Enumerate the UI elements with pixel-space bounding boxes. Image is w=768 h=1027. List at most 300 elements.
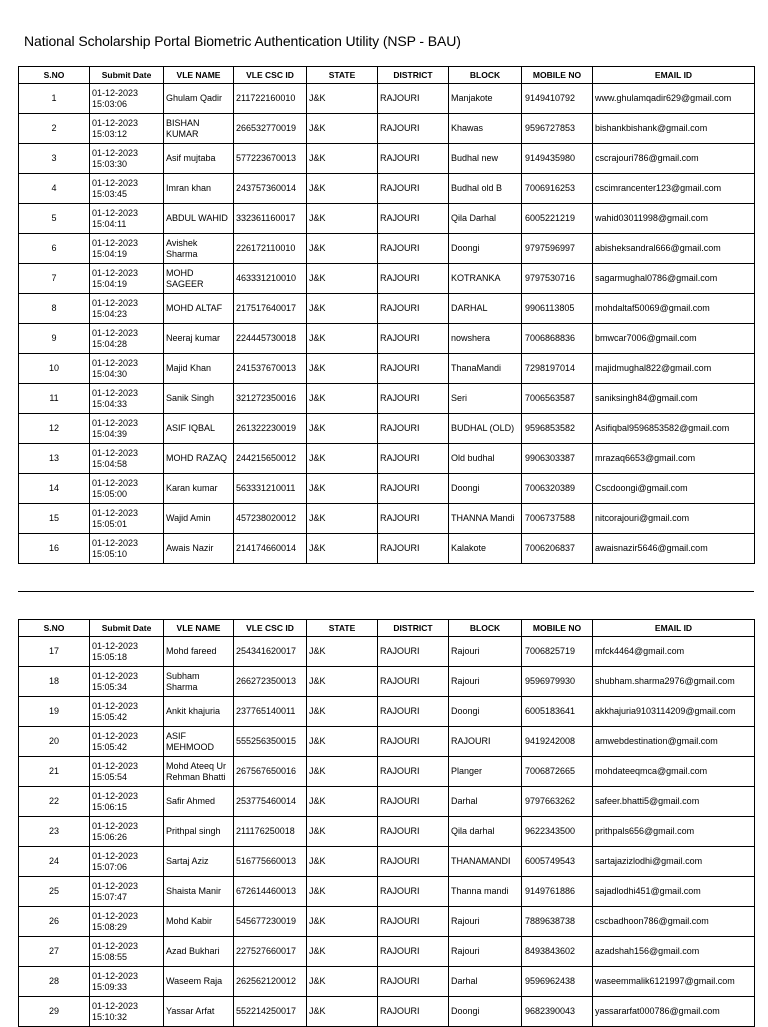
cell-district: RAJOURI <box>378 294 449 324</box>
cell-submit-date: 01-12-2023 15:09:33 <box>90 967 164 997</box>
cell-block: Kalakote <box>449 534 522 564</box>
cell-district: RAJOURI <box>378 697 449 727</box>
cell-submit-date: 01-12-2023 15:04:58 <box>90 444 164 474</box>
table-row <box>19 997 755 1027</box>
cell-submit-date: 01-12-2023 15:06:15 <box>90 787 164 817</box>
cell-block: Darhal <box>449 787 522 817</box>
cell-submit-date: 01-12-2023 15:04:39 <box>90 414 164 444</box>
column-header-sno: S.NO <box>19 67 90 84</box>
table-row <box>19 667 755 697</box>
cell-vle-csc-id: 214174660014 <box>234 534 307 564</box>
cell-email-id: sajadlodhi451@gmail.com <box>593 877 755 907</box>
cell-submit-date: 01-12-2023 15:05:18 <box>90 637 164 667</box>
cell-vle-csc-id: 217517640017 <box>234 294 307 324</box>
cell-district: RAJOURI <box>378 174 449 204</box>
cell-vle-csc-id: 555256350015 <box>234 727 307 757</box>
vle-table-2 <box>18 619 755 1027</box>
cell-vle-csc-id: 332361160017 <box>234 204 307 234</box>
cell-vle-csc-id: 516775660013 <box>234 847 307 877</box>
cell-vle-csc-id: 261322230019 <box>234 414 307 444</box>
cell-state: J&K <box>307 204 378 234</box>
cell-email-id: mfck4464@gmail.com <box>593 637 755 667</box>
cell-vle-csc-id: 241537670013 <box>234 354 307 384</box>
cell-state: J&K <box>307 727 378 757</box>
cell-email-id: cscbadhoon786@gmail.com <box>593 907 755 937</box>
cell-email-id: sartajazizlodhi@gmail.com <box>593 847 755 877</box>
table-row <box>19 534 755 564</box>
cell-vle-name: MOHD ALTAF <box>164 294 234 324</box>
cell-submit-date: 01-12-2023 15:05:34 <box>90 667 164 697</box>
cell-submit-date: 01-12-2023 15:04:33 <box>90 384 164 414</box>
cell-state: J&K <box>307 997 378 1027</box>
cell-block: THANAMANDI <box>449 847 522 877</box>
cell-mobile-no: 6005183641 <box>522 697 593 727</box>
cell-district: RAJOURI <box>378 847 449 877</box>
cell-state: J&K <box>307 114 378 144</box>
cell-district: RAJOURI <box>378 414 449 444</box>
cell-vle-name: Imran khan <box>164 174 234 204</box>
cell-mobile-no: 7006206837 <box>522 534 593 564</box>
cell-district: RAJOURI <box>378 444 449 474</box>
cell-block: Budhal old B <box>449 174 522 204</box>
cell-block: Darhal <box>449 967 522 997</box>
header-row <box>19 67 755 84</box>
cell-sno: 15 <box>19 504 90 534</box>
cell-email-id: safeer.bhatti5@gmail.com <box>593 787 755 817</box>
cell-state: J&K <box>307 144 378 174</box>
cell-email-id: awaisnazir5646@gmail.com <box>593 534 755 564</box>
cell-vle-name: Yassar Arfat <box>164 997 234 1027</box>
cell-vle-name: ABDUL WAHID <box>164 204 234 234</box>
column-header-vle-csc-id: VLE CSC ID <box>234 620 307 637</box>
cell-email-id: nitcorajouri@gmail.com <box>593 504 755 534</box>
cell-sno: 16 <box>19 534 90 564</box>
column-header-district: DISTRICT <box>378 67 449 84</box>
cell-vle-name: Mohd Ateeq Ur Rehman Bhatti <box>164 757 234 787</box>
cell-block: Qila darhal <box>449 817 522 847</box>
column-header-vle-name: VLE NAME <box>164 620 234 637</box>
column-header-block: BLOCK <box>449 67 522 84</box>
cell-state: J&K <box>307 234 378 264</box>
cell-mobile-no: 9622343500 <box>522 817 593 847</box>
cell-block: DARHAL <box>449 294 522 324</box>
cell-block: Rajouri <box>449 907 522 937</box>
cell-district: RAJOURI <box>378 967 449 997</box>
cell-email-id: Cscdoongi@gmail.com <box>593 474 755 504</box>
cell-sno: 13 <box>19 444 90 474</box>
cell-sno: 17 <box>19 637 90 667</box>
cell-mobile-no: 7006868836 <box>522 324 593 354</box>
cell-mobile-no: 9149410792 <box>522 84 593 114</box>
table-row <box>19 174 755 204</box>
cell-sno: 24 <box>19 847 90 877</box>
cell-block: RAJOURI <box>449 727 522 757</box>
column-header-submit-date: Submit Date <box>90 67 164 84</box>
cell-vle-csc-id: 254341620017 <box>234 637 307 667</box>
cell-sno: 6 <box>19 234 90 264</box>
cell-email-id: prithpals656@gmail.com <box>593 817 755 847</box>
cell-submit-date: 01-12-2023 15:03:12 <box>90 114 164 144</box>
cell-submit-date: 01-12-2023 15:05:10 <box>90 534 164 564</box>
cell-sno: 26 <box>19 907 90 937</box>
table-row <box>19 234 755 264</box>
cell-email-id: azadshah156@gmail.com <box>593 937 755 967</box>
cell-district: RAJOURI <box>378 877 449 907</box>
cell-district: RAJOURI <box>378 234 449 264</box>
table-row <box>19 204 755 234</box>
cell-mobile-no: 7006737588 <box>522 504 593 534</box>
cell-submit-date: 01-12-2023 15:03:30 <box>90 144 164 174</box>
cell-state: J&K <box>307 907 378 937</box>
cell-block: Qila Darhal <box>449 204 522 234</box>
cell-email-id: amwebdestination@gmail.com <box>593 727 755 757</box>
cell-block: nowshera <box>449 324 522 354</box>
cell-email-id: bishankbishank@gmail.com <box>593 114 755 144</box>
cell-vle-name: Ankit khajuria <box>164 697 234 727</box>
cell-mobile-no: 9797596997 <box>522 234 593 264</box>
cell-vle-name: Neeraj kumar <box>164 324 234 354</box>
cell-vle-name: Azad Bukhari <box>164 937 234 967</box>
cell-vle-name: Safir Ahmed <box>164 787 234 817</box>
table-row <box>19 847 755 877</box>
cell-email-id: saniksingh84@gmail.com <box>593 384 755 414</box>
cell-district: RAJOURI <box>378 264 449 294</box>
cell-block: Doongi <box>449 234 522 264</box>
cell-district: RAJOURI <box>378 997 449 1027</box>
cell-mobile-no: 9682390043 <box>522 997 593 1027</box>
cell-district: RAJOURI <box>378 787 449 817</box>
cell-vle-name: BISHAN KUMAR <box>164 114 234 144</box>
table-row <box>19 504 755 534</box>
table-row <box>19 817 755 847</box>
cell-district: RAJOURI <box>378 474 449 504</box>
cell-mobile-no: 9906113805 <box>522 294 593 324</box>
column-header-email-id: EMAIL ID <box>593 620 755 637</box>
column-header-district: DISTRICT <box>378 620 449 637</box>
cell-state: J&K <box>307 294 378 324</box>
cell-vle-name: MOHD RAZAQ <box>164 444 234 474</box>
cell-submit-date: 01-12-2023 15:05:42 <box>90 697 164 727</box>
table-row <box>19 354 755 384</box>
table-row <box>19 727 755 757</box>
cell-block: ThanaMandi <box>449 354 522 384</box>
cell-sno: 28 <box>19 967 90 997</box>
cell-vle-name: Karan kumar <box>164 474 234 504</box>
cell-submit-date: 01-12-2023 15:04:28 <box>90 324 164 354</box>
cell-sno: 19 <box>19 697 90 727</box>
cell-mobile-no: 7006916253 <box>522 174 593 204</box>
cell-district: RAJOURI <box>378 504 449 534</box>
cell-state: J&K <box>307 757 378 787</box>
cell-district: RAJOURI <box>378 667 449 697</box>
cell-block: BUDHAL (OLD) <box>449 414 522 444</box>
cell-state: J&K <box>307 384 378 414</box>
cell-mobile-no: 9149435980 <box>522 144 593 174</box>
cell-sno: 12 <box>19 414 90 444</box>
cell-state: J&K <box>307 967 378 997</box>
cell-mobile-no: 7006825719 <box>522 637 593 667</box>
cell-sno: 23 <box>19 817 90 847</box>
table-row <box>19 474 755 504</box>
cell-submit-date: 01-12-2023 15:05:00 <box>90 474 164 504</box>
cell-block: Old budhal <box>449 444 522 474</box>
cell-sno: 9 <box>19 324 90 354</box>
cell-vle-csc-id: 457238020012 <box>234 504 307 534</box>
cell-vle-csc-id: 262562120012 <box>234 967 307 997</box>
cell-submit-date: 01-12-2023 15:04:30 <box>90 354 164 384</box>
cell-vle-name: Sartaj Aziz <box>164 847 234 877</box>
cell-sno: 22 <box>19 787 90 817</box>
cell-vle-name: Prithpal singh <box>164 817 234 847</box>
cell-submit-date: 01-12-2023 15:08:29 <box>90 907 164 937</box>
column-header-state: STATE <box>307 620 378 637</box>
cell-block: Planger <box>449 757 522 787</box>
cell-block: Doongi <box>449 697 522 727</box>
cell-email-id: sagarmughal0786@gmail.com <box>593 264 755 294</box>
cell-submit-date: 01-12-2023 15:06:26 <box>90 817 164 847</box>
cell-vle-name: Awais Nazir <box>164 534 234 564</box>
cell-email-id: Asifiqbal9596853582@gmail.com <box>593 414 755 444</box>
table-row <box>19 384 755 414</box>
cell-district: RAJOURI <box>378 144 449 174</box>
cell-vle-csc-id: 563331210011 <box>234 474 307 504</box>
table-row <box>19 324 755 354</box>
cell-vle-name: ASIF IQBAL <box>164 414 234 444</box>
cell-mobile-no: 9797530716 <box>522 264 593 294</box>
cell-sno: 11 <box>19 384 90 414</box>
column-header-block: BLOCK <box>449 620 522 637</box>
cell-email-id: wahid03011998@gmail.com <box>593 204 755 234</box>
cell-vle-name: Subham Sharma <box>164 667 234 697</box>
table-row <box>19 757 755 787</box>
cell-vle-name: Majid Khan <box>164 354 234 384</box>
cell-vle-csc-id: 211176250018 <box>234 817 307 847</box>
cell-district: RAJOURI <box>378 84 449 114</box>
cell-submit-date: 01-12-2023 15:04:23 <box>90 294 164 324</box>
cell-mobile-no: 6005221219 <box>522 204 593 234</box>
cell-submit-date: 01-12-2023 15:04:19 <box>90 234 164 264</box>
cell-email-id: shubham.sharma2976@gmail.com <box>593 667 755 697</box>
column-header-sno: S.NO <box>19 620 90 637</box>
cell-email-id: yassararfat000786@gmail.com <box>593 997 755 1027</box>
cell-state: J&K <box>307 354 378 384</box>
cell-vle-csc-id: 243757360014 <box>234 174 307 204</box>
table-row <box>19 444 755 474</box>
cell-block: Khawas <box>449 114 522 144</box>
cell-sno: 27 <box>19 937 90 967</box>
cell-state: J&K <box>307 697 378 727</box>
cell-sno: 10 <box>19 354 90 384</box>
cell-email-id: abisheksandral666@gmail.com <box>593 234 755 264</box>
cell-vle-csc-id: 244215650012 <box>234 444 307 474</box>
cell-vle-csc-id: 211722160010 <box>234 84 307 114</box>
table-row <box>19 414 755 444</box>
vle-table-1 <box>18 66 755 564</box>
column-header-vle-name: VLE NAME <box>164 67 234 84</box>
cell-mobile-no: 9596853582 <box>522 414 593 444</box>
cell-block: Doongi <box>449 474 522 504</box>
cell-state: J&K <box>307 414 378 444</box>
cell-district: RAJOURI <box>378 637 449 667</box>
cell-mobile-no: 7006872665 <box>522 757 593 787</box>
cell-email-id: cscrajouri786@gmail.com <box>593 144 755 174</box>
table-row <box>19 294 755 324</box>
cell-vle-name: Asif mujtaba <box>164 144 234 174</box>
table-row <box>19 84 755 114</box>
cell-sno: 8 <box>19 294 90 324</box>
column-header-submit-date: Submit Date <box>90 620 164 637</box>
cell-mobile-no: 7006563587 <box>522 384 593 414</box>
cell-submit-date: 01-12-2023 15:04:11 <box>90 204 164 234</box>
cell-state: J&K <box>307 937 378 967</box>
cell-district: RAJOURI <box>378 937 449 967</box>
table-row <box>19 144 755 174</box>
cell-submit-date: 01-12-2023 15:03:45 <box>90 174 164 204</box>
cell-submit-date: 01-12-2023 15:05:42 <box>90 727 164 757</box>
cell-submit-date: 01-12-2023 15:05:01 <box>90 504 164 534</box>
cell-mobile-no: 9419242008 <box>522 727 593 757</box>
cell-vle-name: Waseem Raja <box>164 967 234 997</box>
cell-vle-name: Ghulam Qadir <box>164 84 234 114</box>
cell-vle-csc-id: 227527660017 <box>234 937 307 967</box>
cell-vle-name: Shaista Manir <box>164 877 234 907</box>
table-row <box>19 907 755 937</box>
cell-email-id: akkhajuria9103114209@gmail.com <box>593 697 755 727</box>
cell-email-id: bmwcar7006@gmail.com <box>593 324 755 354</box>
cell-vle-csc-id: 266532770019 <box>234 114 307 144</box>
cell-submit-date: 01-12-2023 15:10:32 <box>90 997 164 1027</box>
cell-email-id: mrazaq6653@gmail.com <box>593 444 755 474</box>
cell-district: RAJOURI <box>378 757 449 787</box>
cell-state: J&K <box>307 324 378 354</box>
cell-sno: 5 <box>19 204 90 234</box>
cell-state: J&K <box>307 817 378 847</box>
cell-district: RAJOURI <box>378 324 449 354</box>
cell-vle-csc-id: 545677230019 <box>234 907 307 937</box>
cell-block: THANNA Mandi <box>449 504 522 534</box>
cell-vle-csc-id: 253775460014 <box>234 787 307 817</box>
cell-mobile-no: 9797663262 <box>522 787 593 817</box>
cell-sno: 29 <box>19 997 90 1027</box>
cell-state: J&K <box>307 474 378 504</box>
cell-vle-csc-id: 552214250017 <box>234 997 307 1027</box>
page-divider <box>18 591 754 592</box>
cell-vle-name: Sanik Singh <box>164 384 234 414</box>
cell-mobile-no: 9596962438 <box>522 967 593 997</box>
cell-block: Budhal new <box>449 144 522 174</box>
cell-submit-date: 01-12-2023 15:07:06 <box>90 847 164 877</box>
cell-mobile-no: 7006320389 <box>522 474 593 504</box>
cell-vle-name: Avishek Sharma <box>164 234 234 264</box>
header-row <box>19 620 755 637</box>
cell-mobile-no: 8493843602 <box>522 937 593 967</box>
cell-state: J&K <box>307 877 378 907</box>
cell-submit-date: 01-12-2023 15:03:06 <box>90 84 164 114</box>
cell-vle-csc-id: 463331210010 <box>234 264 307 294</box>
cell-email-id: cscimrancenter123@gmail.com <box>593 174 755 204</box>
cell-mobile-no: 7889638738 <box>522 907 593 937</box>
cell-vle-csc-id: 672614460013 <box>234 877 307 907</box>
cell-email-id: mohdaltaf50069@gmail.com <box>593 294 755 324</box>
cell-block: Manjakote <box>449 84 522 114</box>
cell-block: Rajouri <box>449 667 522 697</box>
cell-sno: 7 <box>19 264 90 294</box>
cell-district: RAJOURI <box>378 354 449 384</box>
cell-vle-name: ASIF MEHMOOD <box>164 727 234 757</box>
cell-block: Rajouri <box>449 937 522 967</box>
cell-vle-csc-id: 577223670013 <box>234 144 307 174</box>
cell-vle-name: Mohd fareed <box>164 637 234 667</box>
table-row <box>19 264 755 294</box>
cell-state: J&K <box>307 847 378 877</box>
cell-email-id: waseemmalik6121997@gmail.com <box>593 967 755 997</box>
cell-state: J&K <box>307 637 378 667</box>
cell-sno: 20 <box>19 727 90 757</box>
cell-block: KOTRANKA <box>449 264 522 294</box>
cell-mobile-no: 9596979930 <box>522 667 593 697</box>
column-header-mobile-no: MOBILE NO <box>522 620 593 637</box>
cell-sno: 18 <box>19 667 90 697</box>
cell-vle-csc-id: 226172110010 <box>234 234 307 264</box>
cell-state: J&K <box>307 787 378 817</box>
cell-district: RAJOURI <box>378 534 449 564</box>
cell-sno: 21 <box>19 757 90 787</box>
cell-mobile-no: 9596727853 <box>522 114 593 144</box>
cell-state: J&K <box>307 174 378 204</box>
column-header-state: STATE <box>307 67 378 84</box>
cell-district: RAJOURI <box>378 727 449 757</box>
cell-block: Rajouri <box>449 637 522 667</box>
cell-state: J&K <box>307 667 378 697</box>
cell-sno: 3 <box>19 144 90 174</box>
cell-vle-name: MOHD SAGEER <box>164 264 234 294</box>
cell-state: J&K <box>307 264 378 294</box>
cell-mobile-no: 9906303387 <box>522 444 593 474</box>
cell-vle-name: Mohd Kabir <box>164 907 234 937</box>
cell-vle-csc-id: 321272350016 <box>234 384 307 414</box>
cell-district: RAJOURI <box>378 384 449 414</box>
cell-vle-name: Wajid Amin <box>164 504 234 534</box>
cell-sno: 1 <box>19 84 90 114</box>
cell-district: RAJOURI <box>378 114 449 144</box>
cell-state: J&K <box>307 504 378 534</box>
document-title: National Scholarship Portal Biometric Authentication Utility (NSP - BAU) <box>24 33 461 49</box>
cell-sno: 4 <box>19 174 90 204</box>
cell-district: RAJOURI <box>378 817 449 847</box>
cell-mobile-no: 7298197014 <box>522 354 593 384</box>
cell-submit-date: 01-12-2023 15:05:54 <box>90 757 164 787</box>
table-row <box>19 937 755 967</box>
cell-sno: 14 <box>19 474 90 504</box>
cell-block: Doongi <box>449 997 522 1027</box>
cell-state: J&K <box>307 534 378 564</box>
cell-mobile-no: 9149761886 <box>522 877 593 907</box>
column-header-email-id: EMAIL ID <box>593 67 755 84</box>
column-header-vle-csc-id: VLE CSC ID <box>234 67 307 84</box>
cell-email-id: mohdateeqmca@gmail.com <box>593 757 755 787</box>
cell-district: RAJOURI <box>378 907 449 937</box>
cell-district: RAJOURI <box>378 204 449 234</box>
cell-email-id: majidmughal822@gmail.com <box>593 354 755 384</box>
table-row <box>19 787 755 817</box>
table-row <box>19 697 755 727</box>
table-row <box>19 637 755 667</box>
table-row <box>19 877 755 907</box>
cell-vle-csc-id: 267567650016 <box>234 757 307 787</box>
cell-block: Seri <box>449 384 522 414</box>
cell-email-id: www.ghulamqadir629@gmail.com <box>593 84 755 114</box>
cell-state: J&K <box>307 84 378 114</box>
